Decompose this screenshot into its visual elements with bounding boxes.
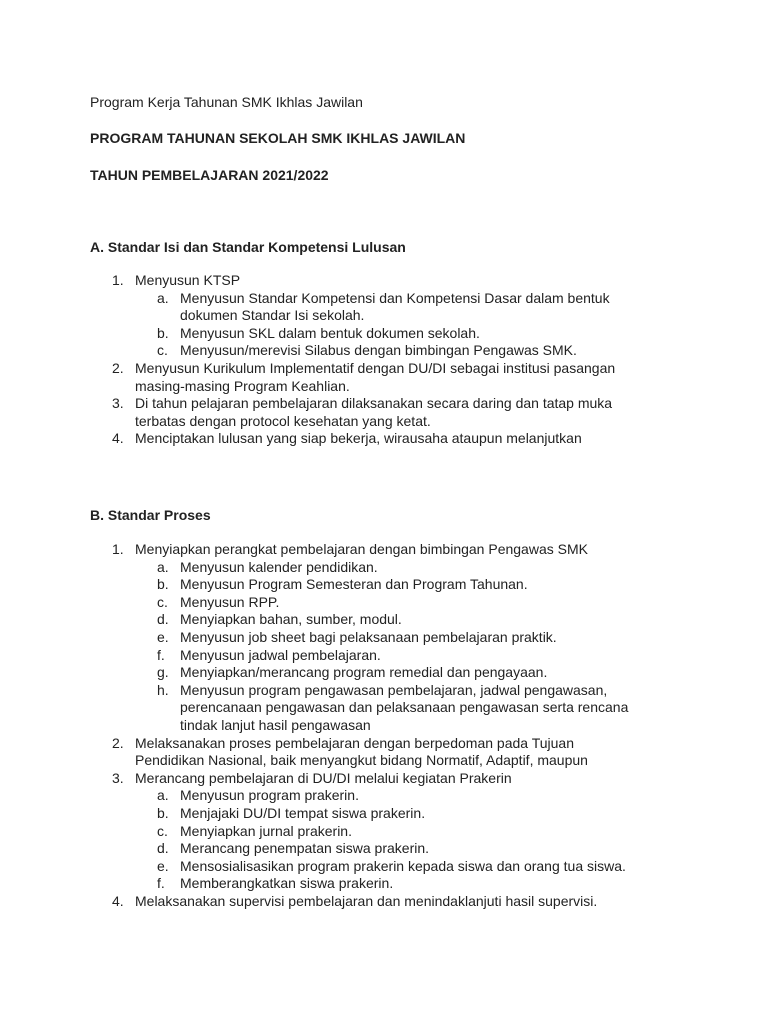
list-item — [90, 770, 690, 788]
sub-list-line: dokumen Standar Isi sekolah. — [180, 307, 365, 324]
list-item-text: Menyusun KTSP — [135, 272, 241, 288]
program-heading: PROGRAM TAHUNAN SEKOLAH SMK IKHLAS JAWILAN — [90, 130, 466, 146]
sub-list-item — [90, 840, 690, 858]
sub-list-item — [90, 875, 690, 893]
sub-list-line: Memberangkatkan siswa prakerin. — [180, 875, 394, 892]
sub-list-item — [90, 290, 690, 325]
sub-list-item — [90, 647, 690, 665]
sub-list-item — [90, 611, 690, 629]
sub-list-letter: g. — [157, 664, 169, 681]
section-a-list — [90, 272, 690, 448]
sub-list-line: Menyusun job sheet bagi pelaksanaan pembelajaran praktik. — [180, 628, 557, 645]
sub-list-line: Mensosialisasikan program prakerin kepada siswa dan orang tua siswa. — [180, 857, 626, 874]
sub-list-letter: b. — [157, 576, 169, 593]
sub-list-item — [90, 325, 690, 343]
section-a-title: A. Standar Isi dan Standar Kompetensi Lulusan — [90, 239, 406, 255]
sub-list-line: Menyusun Standar Kompetensi dan Kompetensi Dasar dalam bentuk — [180, 289, 610, 306]
list-item-line: Melaksanakan supervisi pembelajaran dan menindaklanjuti hasil supervisi. — [135, 892, 598, 909]
sub-list-item — [90, 805, 690, 823]
sub-list-letter: c. — [157, 593, 168, 610]
sub-list-letter: a. — [157, 787, 169, 804]
list-item-line: Menyusun Kurikulum Implementatif dengan DU/DI sebagai institusi pasangan — [135, 359, 616, 376]
list-item — [90, 272, 690, 290]
sub-list-letter: a. — [157, 289, 169, 306]
list-item — [90, 893, 690, 911]
sub-list-line: Menyusun program pengawasan pembelajaran, jadwal pengawasan, — [180, 681, 608, 698]
document-title: Program Kerja Tahunan SMK Ikhlas Jawilan — [90, 94, 363, 110]
list-item — [90, 360, 690, 395]
sub-list-line: Menyusun kalender pendidikan. — [180, 558, 378, 575]
sub-list-line: Menyusun Program Semesteran dan Program Tahunan. — [180, 576, 528, 593]
sub-list-letter: d. — [157, 611, 169, 628]
section-b-title: B. Standar Proses — [90, 507, 211, 523]
section-b-list — [90, 541, 690, 910]
list-item-line: Menciptakan lulusan yang siap bekerja, wirausaha ataupun melanjutkan — [135, 430, 582, 447]
list-number: 4. — [112, 430, 124, 447]
year-heading: TAHUN PEMBELAJARAN 2021/2022 — [90, 167, 329, 183]
list-item — [90, 541, 690, 559]
sub-list-item — [90, 858, 690, 876]
list-item — [90, 735, 690, 770]
sub-list-line: Menyiapkan bahan, sumber, modul. — [180, 611, 402, 628]
list-item-line: Pendidikan Nasional, baik menyangkut bidang Normatif, Adaptif, maupun — [135, 752, 588, 769]
sub-list-item — [90, 594, 690, 612]
list-item-line: terbatas dengan protocol kesehatan yang ketat. — [135, 412, 431, 429]
list-item — [90, 430, 690, 448]
list-item — [90, 395, 690, 430]
list-number: 2. — [112, 734, 124, 751]
list-number: 1. — [112, 541, 124, 557]
list-number: 2. — [112, 359, 124, 376]
sub-list-line: Merancang penempatan siswa prakerin. — [180, 840, 430, 857]
list-item-line: Melaksanakan proses pembelajaran dengan berpedoman pada Tujuan — [135, 734, 574, 751]
sub-list-line: Menyiapkan jurnal prakerin. — [180, 822, 352, 839]
sub-list-line: Menyusun/merevisi Silabus dengan bimbingan Pengawas SMK. — [180, 342, 577, 359]
sub-list-letter: b. — [157, 804, 169, 821]
sub-list-item — [90, 823, 690, 841]
sub-list-line: Menyiapkan/merancang program remedial dan pengayaan. — [180, 664, 548, 681]
list-number: 3. — [112, 395, 124, 412]
sub-list-letter: a. — [157, 558, 169, 575]
sub-list-item — [90, 664, 690, 682]
list-number: 1. — [112, 272, 124, 288]
sub-list-letter: f. — [157, 875, 165, 892]
sub-list-letter: e. — [157, 628, 169, 645]
sub-list-line: tindak lanjut hasil pengawasan — [180, 716, 371, 733]
sub-list-letter: e. — [157, 857, 169, 874]
list-item-text: Merancang pembelajaran di DU/DI melalui kegiatan Prakerin — [135, 769, 512, 786]
sub-list-letter: d. — [157, 840, 169, 857]
list-item-line: Di tahun pelajaran pembelajaran dilaksanakan secara daring dan tatap muka — [135, 395, 613, 412]
list-item-line: masing-masing Program Keahlian. — [135, 377, 350, 394]
sub-list-line: perencanaan pengawasan dan pelaksanaan pengawasan serta rencana — [180, 699, 629, 716]
sub-list-item — [90, 787, 690, 805]
sub-list-item — [90, 576, 690, 594]
sub-list-item — [90, 629, 690, 647]
sub-list-line: Menjajaki DU/DI tempat siswa prakerin. — [180, 804, 426, 821]
sub-list-line: Menyusun SKL dalam bentuk dokumen sekolah. — [180, 324, 480, 341]
sub-list-letter: b. — [157, 324, 169, 341]
sub-list-letter: c. — [157, 822, 168, 839]
sub-list-letter: f. — [157, 646, 165, 663]
sub-list-line: Menyusun program prakerin. — [180, 787, 359, 804]
sub-list-item — [90, 559, 690, 577]
sub-list-line: Menyusun RPP. — [180, 593, 280, 610]
sub-list-letter: c. — [157, 342, 168, 359]
list-item-text: Menyiapkan perangkat pembelajaran dengan bimbingan Pengawas SMK — [135, 541, 588, 557]
sub-list-item — [90, 682, 690, 735]
sub-list-item — [90, 342, 690, 360]
list-number: 4. — [112, 892, 124, 909]
sub-list-line: Menyusun jadwal pembelajaran. — [180, 646, 381, 663]
list-number: 3. — [112, 769, 124, 786]
sub-list-letter: h. — [157, 681, 169, 698]
